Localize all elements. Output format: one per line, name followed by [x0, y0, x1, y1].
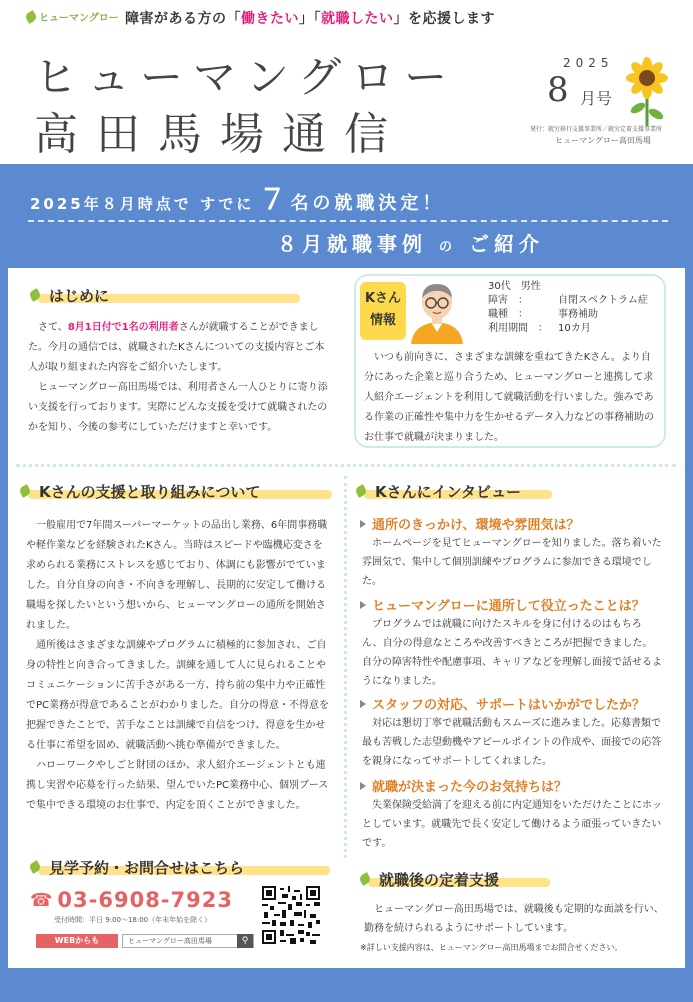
tagline-post: 」を応援します — [393, 11, 495, 27]
intro-text — [28, 318, 334, 438]
contact-title: 見学予約・お問合せはこちら — [49, 858, 245, 877]
subheadline — [277, 228, 544, 257]
interview-answer-2: プログラムでは就職に向けたスキルを身に付けるのはもちろん、自分の得意なところや改善すべきところが把握できました。自分の障害特性や配慮事項、キャリアなどを理解し面接で話せるようになりました。 — [362, 619, 662, 687]
interview-question-1 — [360, 514, 579, 533]
dotted-divider-vertical — [344, 476, 347, 858]
intro-p1-highlight: 8月1日付で1名の利用者 — [67, 322, 179, 333]
support-paragraph-3: ハローワークやしごと財団のほか、求人紹介エージェントとも連携し実習や応募を行った結果、望んでいたPC業務中心、個別ブースで集中できる環境のお仕事で、内定を頂くことができました。 — [26, 760, 329, 811]
interview-question-2 — [360, 595, 645, 614]
subhead-pre: ８月就職事例 — [277, 232, 427, 256]
logo-text: ヒューマングロー — [39, 13, 119, 24]
interview-answer-3: 対応は懇切丁寧で就職活動もスムーズに進みました。応募書類で最も苦戦した志望動機やアピールポイントの作成や、面接での応答を親身になってサポートしてくれました。 — [362, 718, 662, 767]
profile-period-value: 10カ月 — [558, 323, 591, 334]
header — [0, 0, 693, 168]
profile-label — [360, 282, 406, 340]
newsletter-title-line2: 高田馬場通信 — [34, 109, 406, 160]
subhead-post: ご紹介 — [469, 232, 545, 256]
sunflower-icon — [622, 56, 672, 126]
headline — [30, 178, 444, 218]
profile-row-period — [488, 322, 648, 336]
publisher-info — [530, 124, 662, 146]
section-title-interview — [356, 480, 552, 502]
triangle-bullet-icon — [360, 520, 366, 528]
issue-year: 2025 — [563, 56, 614, 70]
brand-logo — [26, 9, 119, 24]
profile-label-line2: 情報 — [369, 313, 396, 328]
intro-p1-post: さんが就職することができました。今月の通信では、就職されたKさんについての支援内容とご本人が取り組まれた内容をご紹介いたします。 — [28, 322, 325, 373]
profile-label-line1: Kさん — [364, 291, 402, 306]
triangle-bullet-icon — [360, 700, 366, 708]
headline-pre: 2025年８月時点で すでに — [30, 195, 255, 213]
profile-period-label: 利用期間 ： — [488, 323, 548, 334]
profile-row-disability — [488, 294, 648, 308]
issue-month-suffix: 月号 — [580, 89, 613, 108]
section-title-contact — [30, 856, 330, 878]
interview-question-1-text: 通所のきっかけ、環境や雰囲気は？ — [372, 518, 580, 533]
search-icon[interactable]: ⚲ — [237, 934, 253, 948]
subhead-mid: の — [439, 240, 458, 255]
support-text — [26, 516, 330, 816]
interview-answer-4: 失業保険受給満了を迎える前に内定通知をいただけたことにホッとしています。就職先で長く安定して働けるよう頑張っていきたいです。 — [362, 800, 662, 849]
interview-question-3 — [360, 694, 645, 713]
intro-title: はじめに — [49, 286, 110, 305]
interview-question-4-text: 就職が決まった今のお気持ちは？ — [372, 780, 568, 795]
dotted-divider-horizontal — [16, 464, 676, 467]
retention-title: 就職後の定着支援 — [379, 870, 500, 889]
dashed-divider — [28, 220, 668, 222]
interview-question-3-text: スタッフの対応、サポートはいかがでしたか？ — [372, 698, 646, 713]
interview-question-4 — [360, 776, 567, 795]
retention-text: ヒューマングロー高田馬場では、就職後も定期的な面談を行い、勤務を続けられるようにサポートしています。 — [364, 904, 664, 934]
profile-info — [488, 280, 648, 336]
interview-answer-1: ホームページを見てヒューマングローを知りました。落ち着いた雰囲気で、集中して個別訓練やプログラムに参加できる環境でした。 — [362, 538, 662, 587]
profile-job-label: 職種 ： — [488, 309, 528, 320]
retention-footnote: ※詳しい支援内容は、ヒューマングロー高田馬場までお問合せください。 — [360, 943, 623, 952]
triangle-bullet-icon — [360, 782, 366, 790]
profile-job-value: 事務補助 — [558, 309, 598, 320]
profile-disability-value: 自閉スペクトラム症 — [558, 295, 648, 306]
intro-p1-pre: さて、 — [38, 322, 68, 333]
section-title-retention — [360, 868, 550, 890]
tagline-highlight-2: 就職したい — [321, 11, 394, 27]
sprout-icon — [24, 10, 38, 24]
profile-description: いつも前向きに、さまざまな訓練を重ねてきたKさん。より自分にあった企業と巡り合うため、ヒューマングローと連携して求人紹介エージェントを利用して就職活動を行いました。強みである作業の正確性や集中力を生かせるデータ入力などの事務補助のお仕事で就職が決まりました。 — [364, 352, 654, 443]
tagline-highlight-1: 働きたい — [241, 11, 299, 27]
avatar-illustration — [405, 276, 469, 344]
headline-post: 名の就職決定！ — [290, 193, 445, 214]
tagline-mid: 」「 — [299, 11, 321, 27]
intro-paragraph-1 — [28, 318, 334, 378]
section-title-support — [20, 480, 332, 502]
phone-number[interactable] — [30, 888, 233, 912]
profile-disability-label: 障害 ： — [488, 295, 528, 306]
web-label-button: WEBからも — [36, 934, 118, 948]
search-box[interactable] — [122, 934, 254, 948]
phone-number-text[interactable]: 03-6908-7923 — [57, 888, 233, 912]
interview-question-2-text: ヒューマングローに通所して役立ったことは？ — [372, 599, 645, 614]
profile-row-job — [488, 308, 648, 322]
reception-hours: 受付時間：平日 9:00～18:00（年末年始を除く） — [54, 916, 212, 924]
support-title: Kさんの支援と取り組みについて — [39, 482, 261, 501]
triangle-bullet-icon — [360, 601, 366, 609]
section-title-intro — [30, 284, 300, 306]
support-paragraph-2: 通所後はさまざまな訓練やプログラムに積極的に参加され、ご自身の特性と向き合ってきました。訓練を通して人に見られることやコミュニケーションに苦手さがある一方、持ち前の集中力や正確性でPC業務が得意であることがわかりました。自分の得意・不得意を把握できたことで、苦手なことは訓練で自信をつけ、得意を生かせる仕事に希望を固め、就職活動へ挑む準備ができました。 — [26, 640, 330, 751]
headline-count: ７ — [258, 183, 287, 216]
publisher-name: ヒューマングロー高田馬場 — [555, 136, 651, 145]
interview-title: Kさんにインタビュー — [375, 482, 522, 501]
tagline-pre: 障害がある方の「 — [125, 11, 241, 27]
tagline — [125, 8, 495, 28]
phone-icon: ☎ — [30, 889, 54, 911]
search-text: ヒューマングロー高田馬場 — [128, 937, 212, 945]
support-paragraph-1: 一般雇用で7年間スーパーマーケットの品出し業務、6年間事務職や軽作業などを経験されたKさん。当時はスピードや臨機応変さを求められる業務にストレスを感じており、体調にも影響がでていました。自分自身の向き・不向きを理解し、長期的に安定して働ける職場を探したいという想いから、ヒューマングローの通所を開始されました。 — [26, 520, 328, 631]
profile-age-gender: 30代 男性 — [488, 281, 541, 292]
intro-paragraph-2: ヒューマングロー高田馬場では、利用者さん一人ひとりに寄り添い支援を行っております。実際にどんな支援を受けて就職されたのかを知り、今後の参考にしていただけますと幸いです。 — [28, 382, 328, 433]
issue-month: 8 — [547, 70, 569, 110]
newsletter-title-line1: ヒューマングロー — [34, 53, 458, 103]
publisher-line: 発行：就労移行支援事業所／就労定着支援事業所 — [530, 126, 663, 133]
qr-code[interactable] — [262, 886, 320, 944]
